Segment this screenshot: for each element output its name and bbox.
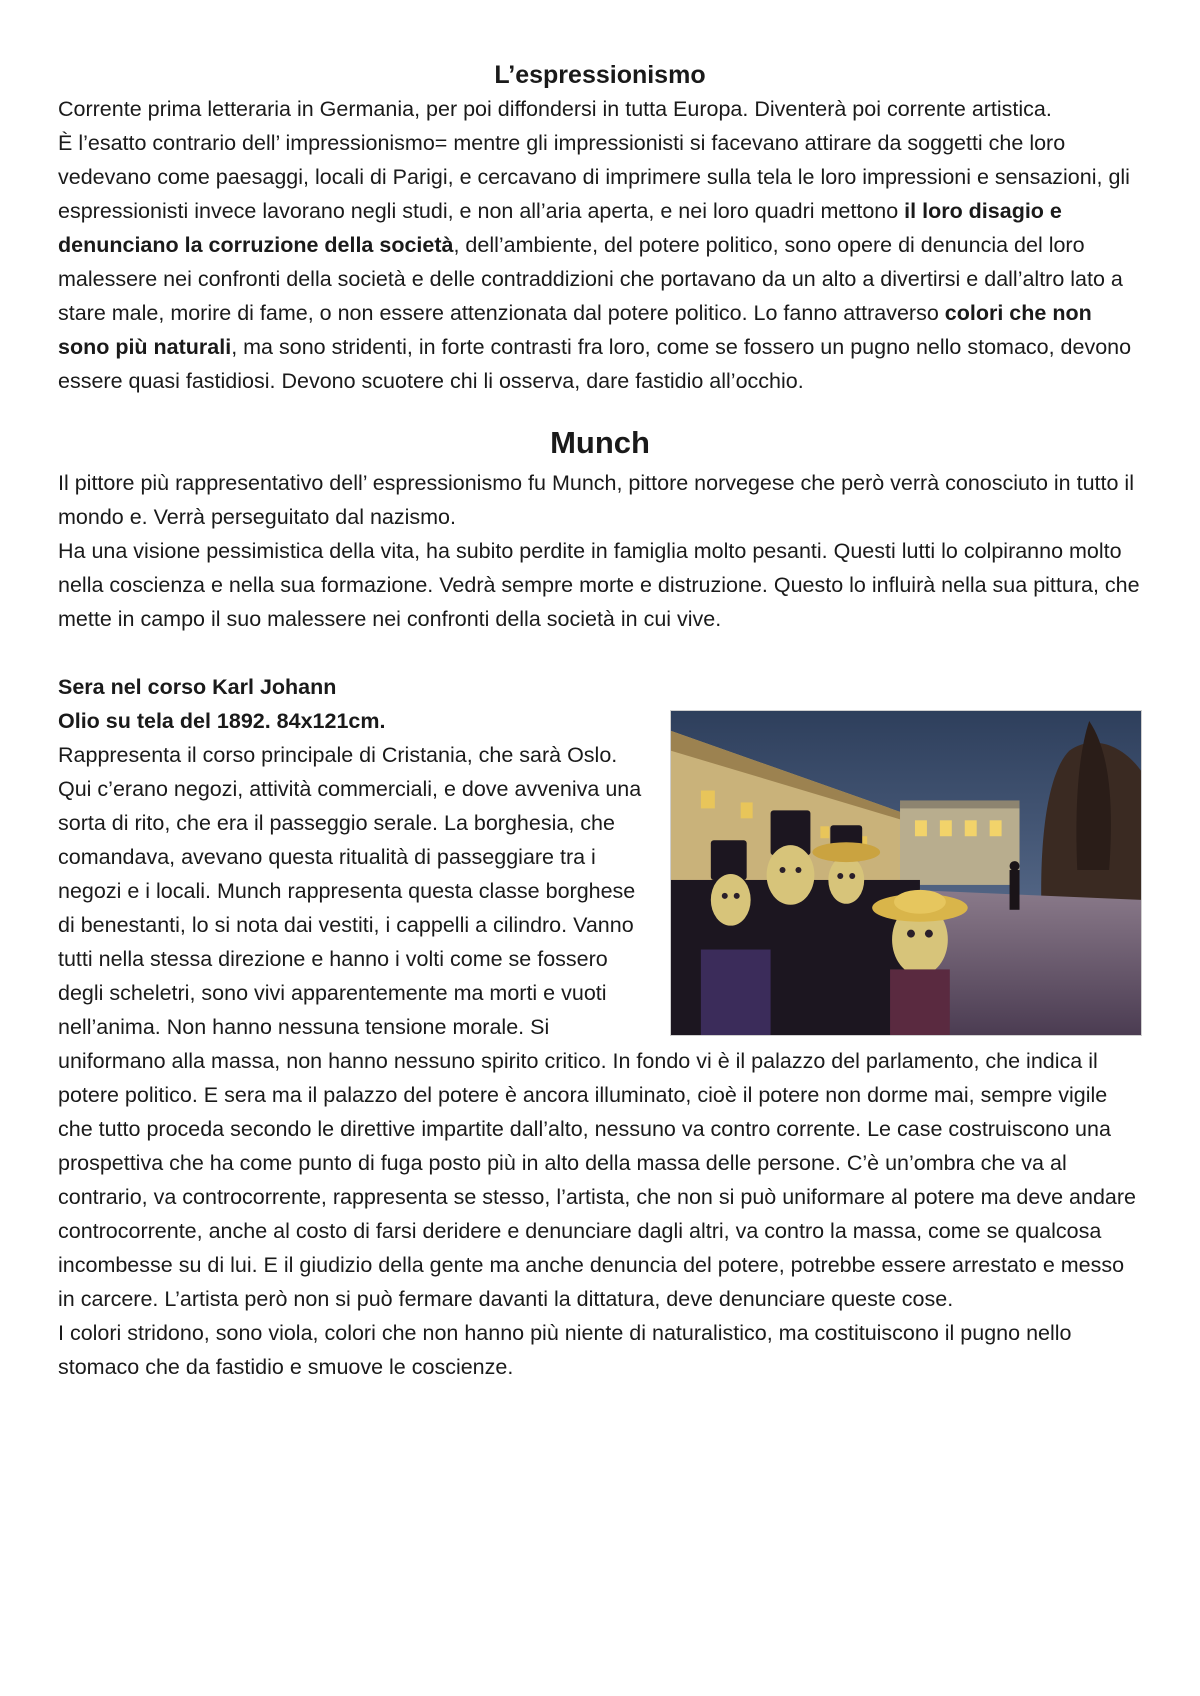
artwork-closing: I colori stridono, sono viola, colori che non hanno più niente di naturalistico, ma costituiscono il pugno nello stomaco che da fastidio e smuove le coscienze.: [58, 1321, 1072, 1379]
intro-text-1: È l’esatto contrario dell’ impressionismo= mentre gli impressionisti si facevano attirare da soggetti che loro vedevano come paesaggi, locali di Parigi, e cercavano di imprimere sulla tela le loro impressioni e sensazioni, gli espressionisti invece lavorano negli studi, e non all’aria aperta, e nei loro quadri mettono: [58, 131, 1130, 223]
intro-paragraph-2: [58, 126, 1142, 398]
artwork-details: Olio su tela del 1892. 84x121cm.: [58, 709, 386, 733]
artwork-title: Sera nel corso Karl Johann: [58, 675, 337, 699]
intro-bold-2: colori che non sono più naturali: [58, 301, 1092, 359]
munch-paragraph-2: Ha una visione pessimistica della vita, ha subito perdite in famiglia molto pesanti. Questi lutti lo colpiranno molto nella coscienza e nella sua formazione. Vedrà sempre morte e distruzione. Questo lo influirà nella sua pittura, che mette in campo il suo malessere nei confronti della società in cui vive.: [58, 539, 1140, 631]
intro-paragraph-1: Corrente prima letteraria in Germania, per poi diffondersi in tutta Europa. Diventerà poi corrente artistica.: [58, 97, 1052, 121]
spacer: [58, 636, 1142, 670]
munch-paragraph-1: Il pittore più rappresentativo dell’ espressionismo fu Munch, pittore norvegese che però verrà conosciuto in tutto il mondo e. Verrà perseguitato dal nazismo.: [58, 471, 1134, 529]
intro-bold-1: il loro disagio e denunciano la corruzione della società: [58, 199, 1062, 257]
painting-image: [670, 710, 1142, 1036]
page-title: L’espressionismo: [494, 61, 706, 89]
intro-text-3: , ma sono stridenti, in forte contrasti fra loro, come se fossero un pugno nello stomaco, devono essere quasi fastidiosi. Devono scuotere chi li osserva, dare fastidio all’occhio.: [58, 335, 1132, 393]
section-heading-munch: Munch: [550, 425, 650, 460]
painting-illustration: [671, 711, 1141, 1035]
artwork-description: Rappresenta il corso principale di Cristania, che sarà Oslo. Qui c’erano negozi, attività commerciali, e dove avveniva una sorta di rito, che era il passeggio serale. La borghesia, che comandava, avevano questa ritualità di passeggiare tra i negozi e i locali. Munch rappresenta questa classe borghese di benestanti, lo si nota dai vestiti, i cappelli a cilindro. Vanno tutti nella stessa direzione e hanno i volti come se fossero degli scheletri, sono vivi apparentemente ma morti e vuoti nell’anima. Non hanno nessuna tensione morale. Si uniformano alla massa, non hanno nessuno spirito critico. In fondo vi è il palazzo del parlamento, che indica il potere politico. E sera ma il palazzo del potere è ancora illuminato, cioè il potere non dorme mai, sempre vigile che tutto proceda secondo le direttive impartite dall’alto, nessuno va contro corrente. Le case costruiscono una prospettiva che ha come punto di fuga posto più in alto della massa delle persone. C’è un’ombra che va al contrario, va controcorrente, rappresenta se stesso, l’artista, che non si può uniformare al potere ma deve andare controcorrente, anche al costo di farsi deridere e denunciare dagli altri, va contro la massa, come se qualcosa incombesse su di lui. E il giudizio della gente ma anche denuncia del potere, potrebbe essere arrestato e messo in carcere. L’artista però non si può fermare davanti la dittatura, deve denunciare queste cose.: [58, 743, 1136, 1311]
intro-text-2: , dell’ambiente, del potere politico, sono opere di denuncia del loro malessere nei confronti della società e delle contraddizioni che portavano da un alto a divertirsi e dall’altro lato a stare male, morire di fame, o non essere attenzionata dal potere politico. Lo fanno attraverso: [58, 233, 1123, 325]
